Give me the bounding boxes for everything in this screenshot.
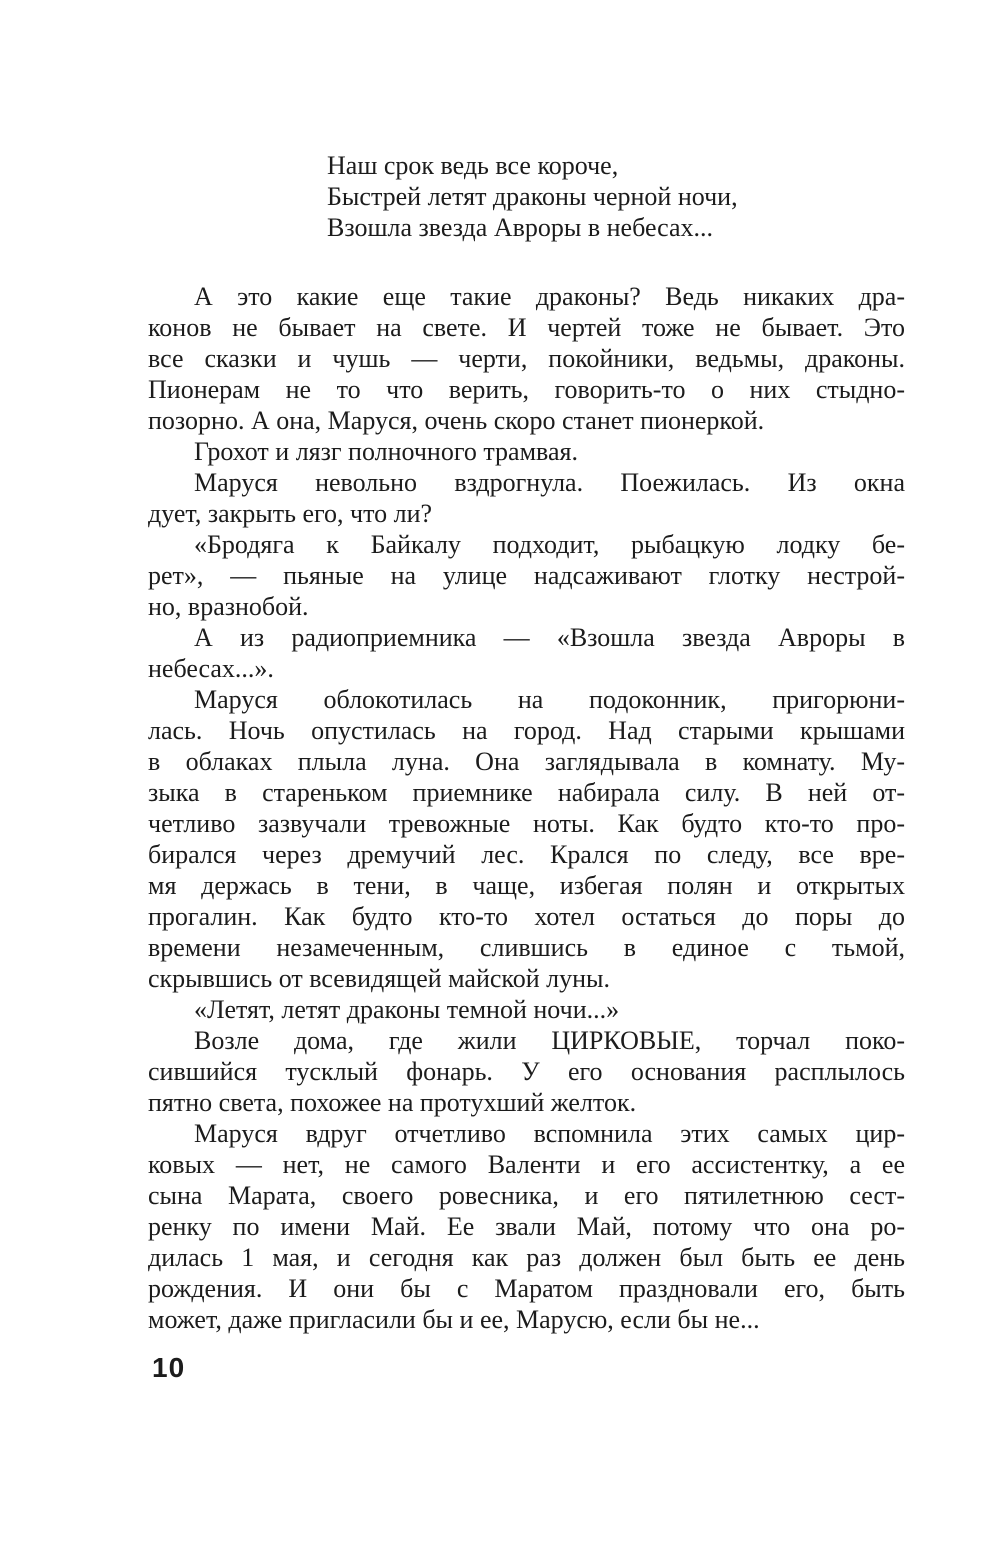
text-line: «Бродяга к Байкалу подходит, рыбацкую лодку бе- [194,530,905,559]
paragraph [148,622,905,684]
verse [327,150,905,243]
text-line: прогалин. Как будто кто-то хотел остаться до поры до [148,902,905,931]
text-line: дует, закрыть его, что ли? [148,499,433,528]
text-line: сившийся тусклый фонарь. У его основания расплылось [148,1057,905,1086]
text-line: сына Марата, своего ровесника, и его пятилетнюю сест- [148,1181,905,1210]
page-number: 10 [152,1352,186,1383]
text-line: может, даже пригласили бы и ее, Марусю, если бы не... [148,1305,760,1334]
paragraph [148,529,905,622]
text-line: А это какие еще такие драконы? Ведь никаких дра- [194,282,905,311]
text-line: мя держась в тени, в чаще, избегая полян и открытых [148,871,905,900]
text-line: лась. Ночь опустилась на город. Над старыми крышами [148,716,905,745]
paragraph [148,436,905,467]
paragraph [148,1025,905,1118]
text-line: рет», — пьяные на улице надсаживают глотку нестрой- [148,561,905,590]
text-line: рождения. И они бы с Маратом праздновали его, быть [148,1274,905,1303]
text-line: Возле дома, где жили ЦИРКОВЫЕ, торчал поко- [194,1026,905,1055]
body-text [148,281,905,1335]
verse-line: Наш срок ведь все короче, [327,151,619,180]
text-line: Маруся вдруг отчетливо вспомнила этих самых цир- [194,1119,905,1148]
text-line: небесах...». [148,654,274,683]
text-line: ренку по имени Май. Ее звали Май, потому что она ро- [148,1212,905,1241]
text-line: «Летят, летят драконы темной ночи...» [194,995,620,1024]
text-line: Грохот и лязг полночного трамвая. [194,437,578,466]
paragraph [148,684,905,994]
text-line: конов не бывает на свете. И чертей тоже не бывает. Это [148,313,905,342]
text-line: позорно. А она, Маруся, очень скоро станет пионеркой. [148,406,765,435]
text-line: А из радиоприемника — «Взошла звезда Авроры в [194,623,905,652]
paragraph [148,1118,905,1335]
paragraph [148,994,905,1025]
text-line: пятно света, похожее на протухший желток. [148,1088,637,1117]
text-line: зыка в стареньком приемнике набирала силу. В ней от- [148,778,905,807]
paragraph [148,281,905,436]
text-line: Маруся невольно вздрогнула. Поежилась. Из окна [194,468,905,497]
text-line: четливо зазвучали тревожные ноты. Как будто кто-то про- [148,809,905,838]
text-line: но, вразнобой. [148,592,309,621]
paragraph [148,467,905,529]
text-line: скрывшись от всевидящей майской луны. [148,964,610,993]
text-line: в облаках плыла луна. Она заглядывала в комнату. Му- [148,747,905,776]
text-line: дилась 1 мая, и сегодня как раз должен был быть ее день [148,1243,905,1272]
text-line: времени незамеченным, слившись в единое с тьмой, [148,933,905,962]
page-text [148,150,905,1335]
verse-line: Быстрей летят драконы черной ночи, [327,182,738,211]
text-line: Пионерам не то что верить, говорить-то о них стыдно- [148,375,905,404]
text-line: все сказки и чушь — черти, покойники, ведьмы, драконы. [148,344,905,373]
verse-line: Взошла звезда Авроры в небесах... [327,213,714,242]
text-line: Маруся облокотилась на подоконник, пригорюни- [194,685,905,714]
text-line: бирался через дремучий лес. Крался по следу, все вре- [148,840,905,869]
text-line: ковых — нет, не самого Валенти и его ассистентку, а ее [148,1150,905,1179]
